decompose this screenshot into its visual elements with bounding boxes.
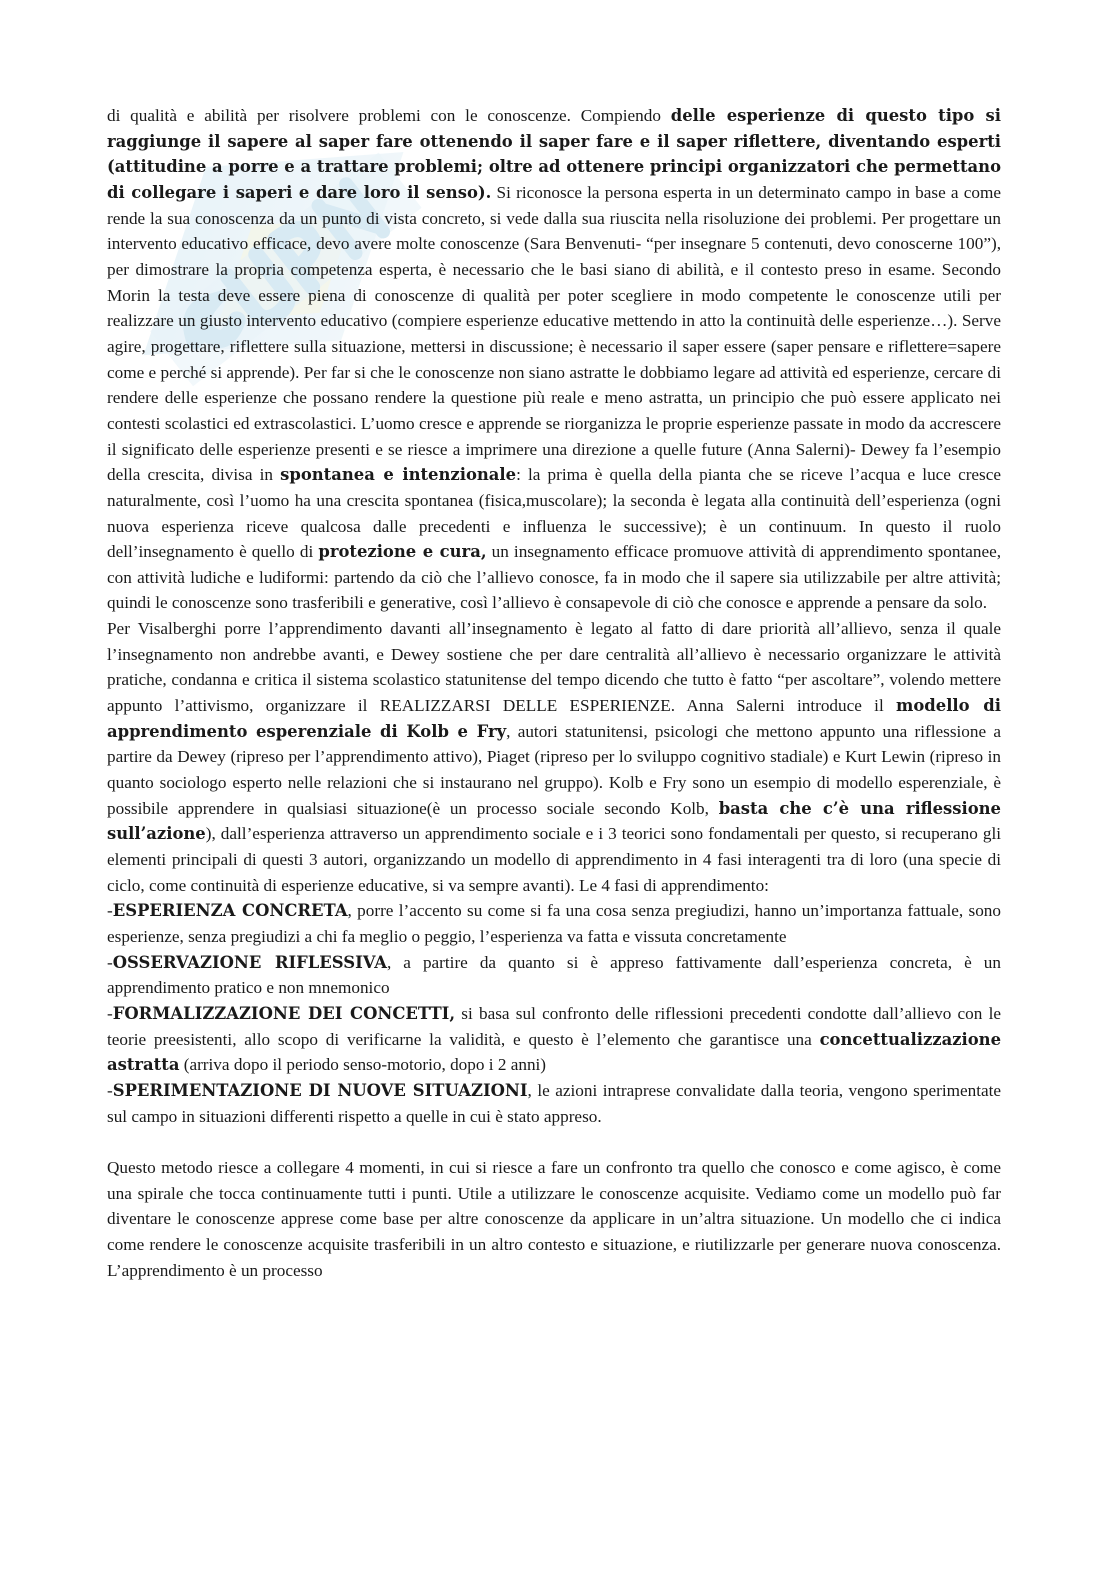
bold-text: concettualizzazione astratta [107, 1029, 1001, 1075]
text-span: - [107, 952, 113, 972]
bold-text: delle esperienze di questo tipo si raggiunge il sapere al saper fare ottenendo il saper fare e il saper riflettere, diventando esperti (attitudine a porre e a trattare problemi; oltre ad ottenere principi organizzatori che permettano di collegare i saperi e dare loro il senso). [107, 106, 1001, 202]
bold-text: modello di apprendimento esperenziale di Kolb e Fry [107, 696, 1001, 741]
paragraph [107, 616, 1001, 898]
text-span: Per Visalberghi porre l’apprendimento davanti all’insegnamento è legato al fatto di dare priorità all’allievo, senza il quale l’insegnamento non andrebbe avanti, e Dewey sostiene che per dare centralità all’allievo è necessario organizzare le attività pratiche, condanna e critica il sistema scolastico statunitense del tempo dicendo che tutto è fatto “per ascoltare”, volendo mettere appunto l’attivismo, organizzare il REALIZZARSI DELLE ESPERIENZE. Anna Salerni introduce il [107, 619, 1001, 716]
text-span: - [107, 901, 113, 921]
bold-text: protezione e cura, [318, 542, 487, 562]
document-body-text [107, 103, 1001, 1283]
text-span: (arriva dopo il periodo senso-motorio, dopo i 2 anni) [179, 1055, 547, 1075]
text-span: - [107, 1080, 113, 1100]
text-span: di qualità e abilità per risolvere problemi con le conoscenze. Compiendo [107, 106, 671, 125]
text-span: , le azioni intraprese convalidate dalla teoria, vengono sperimentate sul campo in situazioni differenti rispetto a quelle in cui è stato appreso. [107, 1080, 1001, 1126]
paragraph [107, 103, 1001, 616]
bold-text: spontanea e intenzionale [280, 465, 517, 485]
paragraph [107, 1078, 1001, 1129]
paragraph [107, 1001, 1001, 1078]
text-span: - [107, 1003, 113, 1023]
bold-text: SPERIMENTAZIONE DI NUOVE SITUAZIONI [112, 1080, 528, 1100]
paragraph [107, 898, 1001, 949]
text-span: Si riconosce la persona esperta in un determinato campo in base a come rende la sua conoscenza da un punto di vista concreto, si vede dalla sua riuscita nella risoluzione dei problemi. Per progettare un intervento educativo efficace, devo avere molte conoscenze (Sara Benvenuti- “per insegnare 5 contenuti, devo conoscerne 100”), per dimostrare la propria competenza esperta, è necessario che le basi siano di abilità, e il contesto preso in esame. Secondo Morin la testa deve essere piena di conoscenze di qualità per poter scegliere in modo competente le conoscenze utili per realizzare un giusto intervento educativo (compiere esperienze educative mettendo in atto la continuità delle esperienze…). Serve agire, progettare, riflettere sulla situazione, mettersi in discussione; è necessario il saper essere (saper pensare e riflettere=sapere come e perché si apprende). Per far si che le conoscenze non siano astratte le dobbiamo legare ad attività ed esperienze, cercare di rendere delle esperienze che possano rendere la questione più reale e meno astratta, un principio che può essere applicato nei contesti scolastici ed extrascolastici. L’uomo cresce e apprende se riorganizza le proprie esperienze passate in modo da accrescere il significato delle esperienze presenti e se riesce a imprimere una direzione a quelle future (Anna Salerni)- Dewey fa l’esempio della crescita, divisa in [107, 182, 1001, 485]
paragraph [107, 1155, 1001, 1283]
bold-text: basta che c’è una riflessione sull’azione [107, 798, 1001, 844]
text-span: un insegnamento efficace promuove attività di apprendimento spontanee, con attività ludiche e ludiformi: partendo da ciò che l’allievo conosce, fa in modo che il sapere sia utilizzabile per altre attività; quindi le conoscenze sono trasferibili e generative, così l’allievo è consapevole di ciò che conosce e apprende a pensare da solo. [107, 542, 1002, 613]
bold-text: FORMALIZZAZIONE DEI CONCETTI, [112, 1003, 456, 1023]
text-span: ), dall’esperienza attraverso un apprendimento sociale e i 3 teorici sono fondamentali per questo, si recuperano gli elementi principali di questi 3 autori, organizzando un modello di apprendimento in 4 fasi interagenti tra di loro (una specie di ciclo, come continuità di esperienze educative, si va sempre avanti). Le 4 fasi di apprendimento: [107, 824, 1001, 895]
text-span: , a partire da quanto si è appreso fattivamente dall’esperienza concreta, è un apprendimento pratico e non mnemonico [107, 952, 1001, 998]
bold-text: OSSERVAZIONE RIFLESSIVA [112, 952, 387, 972]
paragraph [107, 950, 1001, 1001]
text-span: , autori statunitensi, psicologi che mettono appunto una riflessione a partire da Dewey (ripreso per l’apprendimento attivo), Piaget (ripreso per lo sviluppo cognitivo stadiale) e Kurt Lewin (ripreso in quanto sociologo esperto nelle relazioni che si instaurano nel gruppo). Kolb e Fry sono un esempio di modello esperenziale, è possibile apprendere in qualsiasi situazione(è un processo sociale secondo Kolb, [107, 721, 1001, 818]
text-span: : la prima è quella della pianta che se riceve l’acqua e luce cresce naturalmente, così l’uomo ha una crescita spontanea (fisica,muscolare); la seconda è legata alla continuità dell’esperienza (ogni nuova esperienza riceve qualcosa dalle precedenti e influenza le successive); è un continuum. In questo il ruolo dell’insegnamento è quello di [107, 465, 1001, 562]
text-span: , porre l’accento su come si fa una cosa senza pregiudizi, hanno un’importanza fattuale, sono esperienze, senza pregiudizi a chi fa meglio o peggio, l’esperienza va fatta e vissuta concretamente [107, 901, 1001, 946]
text-span: Questo metodo riesce a collegare 4 momenti, in cui si riesce a fare un confronto tra quello che conosco e come agisco, è come una spirale che tocca continuamente tutti i punti. Utile a utilizzare le conoscenze acquisite. Vediamo come un modello può far diventare le conoscenze apprese come base per altre conoscenze da applicare in un’altra situazione. Un modello che ci indica come rendere le conoscenze acquisite trasferibili in un altro contesto e situazione, e riutilizzarle per generare nuova conoscenza. L’apprendimento è un processo [107, 1157, 1001, 1280]
bold-text: ESPERIENZA CONCRETA [112, 901, 348, 921]
text-span: si basa sul confronto delle riflessioni precedenti condotte dall’allievo con le teorie preesistenti, allo scopo di verificarne la validità, e questo è l’elemento che garantisce una [107, 1003, 1001, 1049]
paragraph-spacer [107, 1129, 1001, 1155]
